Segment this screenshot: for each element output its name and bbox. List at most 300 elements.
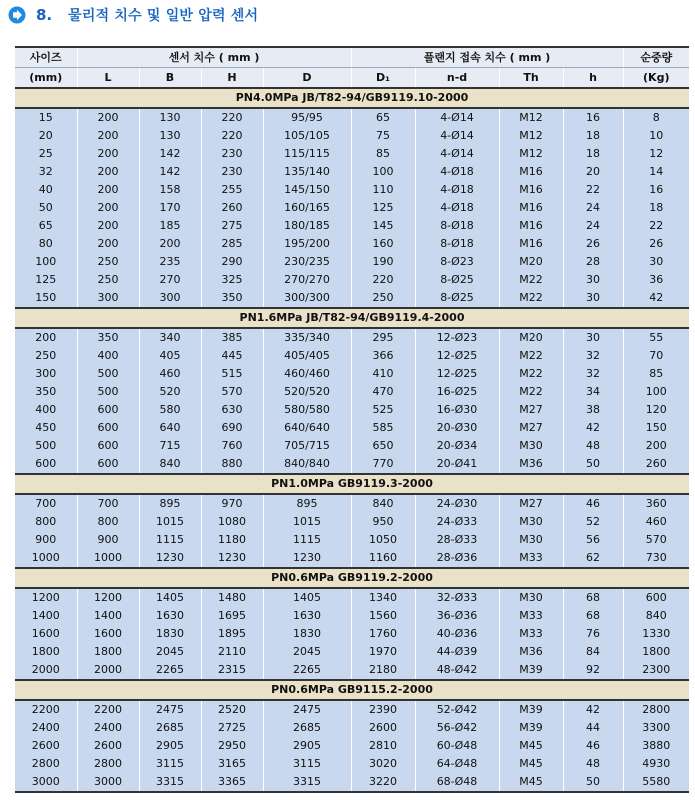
table-cell: 300/300 [263,289,351,308]
table-row [15,347,689,365]
table-cell: 1080 [201,513,263,531]
table-cell: 3880 [623,737,689,755]
table-cell: 300 [139,289,201,308]
table-cell: M36 [499,455,563,474]
table-cell: 142 [139,145,201,163]
table-cell: 48 [563,437,623,455]
table-cell: 100 [15,253,77,271]
table-cell: 76 [563,625,623,643]
table-cell: 52-Ø42 [415,700,499,719]
table-cell: 32-Ø33 [415,588,499,607]
table-cell: 65 [351,108,415,127]
table-cell: 42 [563,419,623,437]
table-row [15,271,689,289]
table-cell: 1760 [351,625,415,643]
table-cell: 8-Ø23 [415,253,499,271]
table-cell: 450 [15,419,77,437]
table-cell: M12 [499,108,563,127]
table-row [15,145,689,163]
table-cell: 42 [563,700,623,719]
table-cell: 600 [15,455,77,474]
table-cell: 44-Ø39 [415,643,499,661]
table-cell: 840 [139,455,201,474]
table-cell: 1895 [201,625,263,643]
table-cell: 32 [563,347,623,365]
table-row [15,235,689,253]
table-cell: 220 [201,108,263,127]
table-cell: 185 [139,217,201,235]
table-cell: 2685 [139,719,201,737]
table-cell: 40 [15,181,77,199]
table-cell: 760 [201,437,263,455]
table-cell: 2600 [15,737,77,755]
table-cell: 350 [15,383,77,401]
table-cell: 20-Ø41 [415,455,499,474]
table-cell: 24 [563,217,623,235]
table-cell: 366 [351,347,415,365]
table-cell: 405 [139,347,201,365]
table-cell: 3000 [77,773,139,792]
table-cell: 2475 [263,700,351,719]
table-cell: 32 [563,365,623,383]
table-cell: 135/140 [263,163,351,181]
table-cell: 85 [623,365,689,383]
table-cell: 100 [351,163,415,181]
table-cell: 260 [623,455,689,474]
table-cell: 1160 [351,549,415,568]
table-cell: M30 [499,531,563,549]
table-cell: 2300 [623,661,689,680]
table-cell: 650 [351,437,415,455]
table-cell: 95/95 [263,108,351,127]
table-cell: 26 [563,235,623,253]
table-row [15,108,689,127]
table-row [15,328,689,347]
table-cell: 2265 [263,661,351,680]
table-cell: 62 [563,549,623,568]
table-cell: 20 [15,127,77,145]
table-cell: 4-Ø14 [415,108,499,127]
table-cell: 8-Ø18 [415,217,499,235]
table-cell: 1400 [77,607,139,625]
header-col-b: B [139,68,201,89]
table-cell: M22 [499,365,563,383]
table-cell: M22 [499,271,563,289]
section-title [8,4,258,26]
table-cell: 900 [77,531,139,549]
table-cell: 26 [623,235,689,253]
table-cell: M27 [499,494,563,513]
table-cell: 1115 [263,531,351,549]
table-cell: 1340 [351,588,415,607]
table-cell: 3115 [139,755,201,773]
table-cell: 600 [77,437,139,455]
table-row [15,625,689,643]
table-cell: 220 [201,127,263,145]
table-cell: M16 [499,217,563,235]
table-cell: M33 [499,607,563,625]
arrow-circle-icon [8,6,26,24]
table-cell: 150 [623,419,689,437]
header-col-h: H [201,68,263,89]
table-cell: M16 [499,199,563,217]
table-cell: 1830 [263,625,351,643]
table-row [15,588,689,607]
table-cell: 12-Ø25 [415,347,499,365]
table-cell: 20-Ø30 [415,419,499,437]
section-label: PN1.6MPa JB/T82-94/GB9119.4-2000 [15,308,689,328]
table-row [15,199,689,217]
table-cell: 8 [623,108,689,127]
table-row [15,253,689,271]
table-cell: M16 [499,235,563,253]
table-row [15,217,689,235]
header-flange-dimensions: 플랜지 접속 치수 ( mm ) [351,47,623,68]
table-row [15,419,689,437]
table-cell: 800 [15,513,77,531]
table-cell: 2800 [15,755,77,773]
table-cell: 1480 [201,588,263,607]
table-cell: 30 [563,271,623,289]
table-cell: 2200 [15,700,77,719]
table-cell: 2400 [77,719,139,737]
table-row [15,719,689,737]
section-header-row [15,474,689,494]
table-cell: 1180 [201,531,263,549]
table-cell: 2045 [263,643,351,661]
table-cell: 520/520 [263,383,351,401]
header-col-d1: D₁ [351,68,415,89]
table-cell: 50 [563,773,623,792]
table-cell: M39 [499,661,563,680]
table-cell: 2810 [351,737,415,755]
table-cell: 1830 [139,625,201,643]
table-cell: 220 [351,271,415,289]
table-cell: 1405 [263,588,351,607]
table-cell: 60-Ø48 [415,737,499,755]
table-cell: 250 [77,253,139,271]
table-cell: 1600 [77,625,139,643]
table-cell: 200 [139,235,201,253]
table-cell: 24-Ø30 [415,494,499,513]
table-cell: 525 [351,401,415,419]
table-cell: 700 [77,494,139,513]
table-cell: 38 [563,401,623,419]
table-cell: 4-Ø18 [415,163,499,181]
table-cell: 3115 [263,755,351,773]
table-cell: 270/270 [263,271,351,289]
table-cell: 840 [351,494,415,513]
table-cell: 30 [563,289,623,308]
header-col-l: L [77,68,139,89]
section-heading: 물리적 치수 및 일반 압력 센서 [68,8,259,24]
table-cell: 2265 [139,661,201,680]
table-cell: 150 [15,289,77,308]
table-cell: 580 [139,401,201,419]
table-cell: M45 [499,737,563,755]
table-cell: M36 [499,643,563,661]
table-cell: 145 [351,217,415,235]
table-cell: 4-Ø14 [415,145,499,163]
table-cell: M20 [499,328,563,347]
table-cell: 1800 [15,643,77,661]
table-cell: 200 [77,235,139,253]
table-row [15,700,689,719]
table-cell: 3220 [351,773,415,792]
table-row [15,661,689,680]
table-cell: 1330 [623,625,689,643]
table-cell: 4930 [623,755,689,773]
table-cell: 2905 [263,737,351,755]
table-cell: 1000 [77,549,139,568]
table-cell: 2315 [201,661,263,680]
table-cell: M39 [499,719,563,737]
table-cell: 230 [201,163,263,181]
table-cell: 1000 [15,549,77,568]
table-cell: 500 [77,383,139,401]
header-weight: 순중량 [623,47,689,68]
table-cell: M27 [499,419,563,437]
table-cell: 1200 [15,588,77,607]
table-cell: 36-Ø36 [415,607,499,625]
section-number: 8. [36,6,53,24]
header-col-nd: n-d [415,68,499,89]
table-body [15,88,689,792]
table-cell: 230 [201,145,263,163]
table-cell: 460 [623,513,689,531]
table-cell: 34 [563,383,623,401]
table-cell: 25 [15,145,77,163]
table-cell: 2600 [77,737,139,755]
table-cell: 2800 [623,700,689,719]
table-cell: 445 [201,347,263,365]
table-cell: 56 [563,531,623,549]
table-cell: 250 [351,289,415,308]
section-header-row [15,308,689,328]
table-cell: 880 [201,455,263,474]
table-cell: 2110 [201,643,263,661]
table-cell: 295 [351,328,415,347]
table-cell: 195/200 [263,235,351,253]
table-cell: 3165 [201,755,263,773]
table-cell: 18 [563,127,623,145]
table-row [15,437,689,455]
table-cell: 3365 [201,773,263,792]
header-sensor-dimensions: 센서 치수 ( mm ) [77,47,351,68]
table-cell: 2000 [77,661,139,680]
table-row [15,513,689,531]
table-cell: 600 [623,588,689,607]
table-cell: 400 [15,401,77,419]
table-cell: 840 [623,607,689,625]
table-cell: 200 [77,145,139,163]
table-cell: 115/115 [263,145,351,163]
table-cell: 180/185 [263,217,351,235]
table-cell: 75 [351,127,415,145]
table-cell: 44 [563,719,623,737]
table-cell: M30 [499,513,563,531]
table-cell: M33 [499,625,563,643]
table-cell: 120 [623,401,689,419]
table-cell: 10 [623,127,689,145]
table-cell: 600 [77,419,139,437]
table-cell: 30 [563,328,623,347]
table-cell: 158 [139,181,201,199]
table-cell: 405/405 [263,347,351,365]
table-cell: M45 [499,755,563,773]
table-cell: 18 [563,145,623,163]
table-cell: 8-Ø18 [415,235,499,253]
table-cell: 32 [15,163,77,181]
table-cell: 14 [623,163,689,181]
table-cell: 200 [77,127,139,145]
table-cell: 200 [77,199,139,217]
table-cell: 840/840 [263,455,351,474]
table-cell: 580/580 [263,401,351,419]
table-cell: 730 [623,549,689,568]
table-cell: M30 [499,437,563,455]
table-cell: 18 [623,199,689,217]
table-cell: 28 [563,253,623,271]
header-size-unit: (mm) [15,68,77,89]
table-cell: 350 [201,289,263,308]
table-cell: 30 [623,253,689,271]
table-cell: M22 [499,347,563,365]
table-cell: 570 [623,531,689,549]
table-cell: 2475 [139,700,201,719]
dimension-table [15,46,689,793]
table-cell: 600 [77,455,139,474]
table-cell: 700 [15,494,77,513]
table-cell: 2520 [201,700,263,719]
table-cell: 28-Ø33 [415,531,499,549]
table-cell: 1630 [263,607,351,625]
table-cell: 200 [77,217,139,235]
table-cell: 3020 [351,755,415,773]
table-cell: 4-Ø18 [415,181,499,199]
table-cell: 1800 [623,643,689,661]
table-cell: 24 [563,199,623,217]
table-cell: 200 [77,163,139,181]
table-cell: 130 [139,127,201,145]
table-cell: 1230 [201,549,263,568]
table-cell: 895 [139,494,201,513]
table-cell: 2905 [139,737,201,755]
table-cell: 2400 [15,719,77,737]
table-cell: 360 [623,494,689,513]
table-cell: 2685 [263,719,351,737]
table-cell: 65 [15,217,77,235]
table-cell: 12-Ø25 [415,365,499,383]
table-cell: 3315 [263,773,351,792]
table-cell: 80 [15,235,77,253]
table-cell: 335/340 [263,328,351,347]
table-cell: 1115 [139,531,201,549]
table-cell: 4-Ø18 [415,199,499,217]
table-cell: 1400 [15,607,77,625]
table-row [15,383,689,401]
table-cell: 56-Ø42 [415,719,499,737]
table-cell: M12 [499,145,563,163]
table-cell: 2180 [351,661,415,680]
table-cell: 260 [201,199,263,217]
table-cell: 20-Ø34 [415,437,499,455]
table-cell: 230/235 [263,253,351,271]
table-cell: 68 [563,588,623,607]
table-cell: 410 [351,365,415,383]
table-cell: 15 [15,108,77,127]
table-cell: 50 [15,199,77,217]
table-cell: 1015 [139,513,201,531]
table-cell: 895 [263,494,351,513]
table-cell: 1560 [351,607,415,625]
table-cell: 92 [563,661,623,680]
table-cell: 2950 [201,737,263,755]
table-cell: 1600 [15,625,77,643]
table-cell: M16 [499,181,563,199]
header-col-d: D [263,68,351,89]
table-row [15,163,689,181]
table-cell: 290 [201,253,263,271]
table-cell: 100 [623,383,689,401]
table-row [15,531,689,549]
table-row [15,181,689,199]
section-label: PN4.0MPa JB/T82-94/GB9119.10-2000 [15,88,689,108]
table-cell: M20 [499,253,563,271]
table-cell: 42 [623,289,689,308]
table-row [15,549,689,568]
table-cell: 2390 [351,700,415,719]
table-cell: 105/105 [263,127,351,145]
table-cell: 950 [351,513,415,531]
table-cell: 50 [563,455,623,474]
table-cell: 48 [563,755,623,773]
header-col-th: Th [499,68,563,89]
table-cell: 16-Ø25 [415,383,499,401]
header-col-h-small: h [563,68,623,89]
table-cell: 84 [563,643,623,661]
table-cell: 800 [77,513,139,531]
section-label: PN0.6MPa GB9115.2-2000 [15,680,689,700]
table-cell: 325 [201,271,263,289]
table-cell: 1405 [139,588,201,607]
table-cell: 46 [563,494,623,513]
table-cell: 125 [351,199,415,217]
table-cell: 70 [623,347,689,365]
table-cell: 24-Ø33 [415,513,499,531]
table-cell: 970 [201,494,263,513]
table-cell: 36 [623,271,689,289]
table-cell: 250 [15,347,77,365]
table-row [15,365,689,383]
header-size: 사이즈 [15,47,77,68]
table-cell: 3300 [623,719,689,737]
table-cell: M16 [499,163,563,181]
table-cell: 55 [623,328,689,347]
table-cell: 460 [139,365,201,383]
table-cell: 1800 [77,643,139,661]
table-cell: 1230 [263,549,351,568]
table-cell: 2045 [139,643,201,661]
table-cell: 500 [15,437,77,455]
table-cell: 255 [201,181,263,199]
section-label: PN1.0MPa GB9119.3-2000 [15,474,689,494]
table-cell: 1230 [139,549,201,568]
table-cell: 235 [139,253,201,271]
table-cell: 68 [563,607,623,625]
table-cell: 5580 [623,773,689,792]
table-cell: 285 [201,235,263,253]
